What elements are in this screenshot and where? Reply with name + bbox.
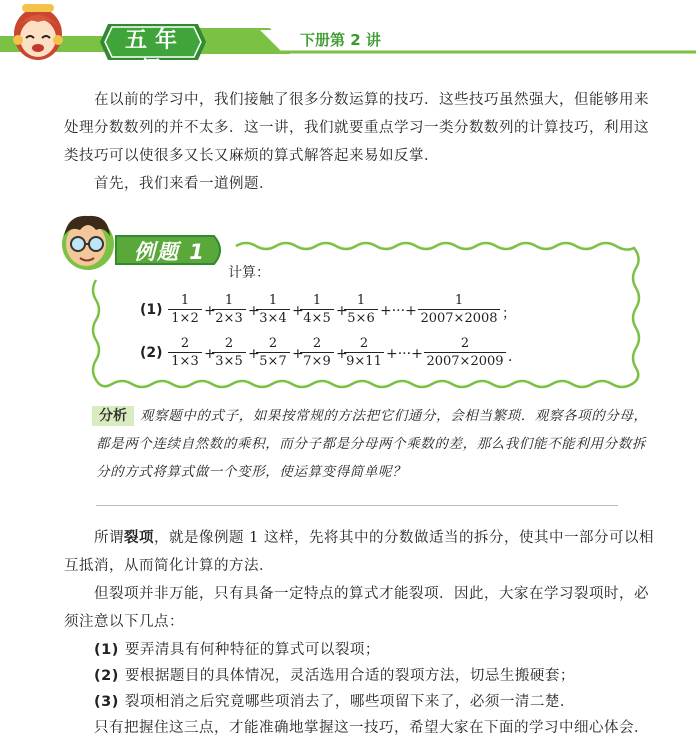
fraction: $\frac{1}{3\times 4}$ [256, 292, 290, 327]
plus-sign: + [336, 303, 348, 319]
fraction: $\frac{2}{5\times 7}$ [256, 335, 290, 370]
fraction: $\frac{2}{3\times 5}$ [212, 335, 246, 370]
equation-1-label: (1) [140, 302, 163, 318]
girl-mascot-icon [8, 0, 68, 66]
fraction: $\frac{1}{1\times 2}$ [168, 292, 202, 327]
fraction: $\frac{2}{2007\times 2009}$ [424, 335, 506, 370]
analysis-text: 观察题中的式子，如果按常规的方法把它们通分，会相当繁琐．观察各项的分母，都是两个连续自然数的乘积，而分子都是分母两个乘数的差，那么我们能不能利用分数拆分的方式将算式做一个变形，使运算变得简单呢？ [96, 408, 648, 480]
plus-sign: + [248, 346, 260, 362]
intro-paragraph-2: 首先，我们来看一道例题． [94, 176, 274, 192]
list-item: (3) 裂项相消之后究竟哪些项消去了，哪些项留下来了，必须一清二楚． [94, 694, 575, 710]
plus-sign: + [204, 303, 216, 319]
closing-paragraph: 只有把握住这三点，才能准确地掌握这一技巧，希望大家在下面的学习中细心体会． [94, 720, 649, 736]
definition-paragraph: 所谓裂项，就是像例题 1 这样，先将其中的分数做适当的拆分，使其中一部分可以相互抵消，从而简化计算的方法． [64, 530, 654, 574]
fraction: $\frac{2}{9\times 11}$ [344, 335, 384, 370]
list-item: (1) 要弄清具有何种特征的算式可以裂项； [94, 642, 380, 658]
plus-sign: + [336, 346, 348, 362]
fraction: $\frac{2}{1\times 3}$ [168, 335, 202, 370]
fraction: $\frac{1}{2007\times 2008}$ [418, 292, 500, 327]
plus-sign: + [204, 346, 216, 362]
calc-label: 计算： [228, 265, 270, 281]
list-item: (2) 要根据题目的具体情况，灵活选用合适的裂项方法，切忌生搬硬套； [94, 668, 575, 684]
equation-end: ． [508, 349, 522, 365]
fraction: $\frac{2}{7\times 9}$ [300, 335, 334, 370]
ellipsis: +···+ [380, 303, 417, 319]
equation-2-label: (2) [140, 345, 163, 361]
plus-sign: + [248, 303, 260, 319]
note-paragraph: 但裂项并非万能，只有具备一定特点的算式才能裂项．因此，大家在学习裂项时，必须注意以下几点： [64, 586, 649, 630]
plus-sign: + [292, 346, 304, 362]
plus-sign: + [292, 303, 304, 319]
ellipsis: +···+ [386, 346, 423, 362]
fraction: $\frac{1}{5\times 6}$ [344, 292, 378, 327]
intro-paragraph: 在以前的学习中，我们接触了很多分数运算的技巧．这些技巧虽然强大，但能够用来处理分数数列的并不太多．这一讲，我们就要重点学习一类分数数列的计算技巧，利用这类技巧可以使很多又长又麻烦的算式解答起来易如反掌． [64, 92, 649, 164]
fraction: $\frac{1}{2\times 3}$ [212, 292, 246, 327]
equation-end: ； [502, 306, 516, 322]
lecture-title: 下册第 2 讲 [300, 31, 381, 49]
grade-label: 五年级 [124, 28, 185, 83]
term-highlight: 裂项 [124, 530, 154, 546]
example-title: 例题 1 [134, 240, 206, 264]
fraction: $\frac{1}{4\times 5}$ [300, 292, 334, 327]
divider [96, 505, 618, 506]
analysis-tag: 分析 [92, 406, 134, 426]
